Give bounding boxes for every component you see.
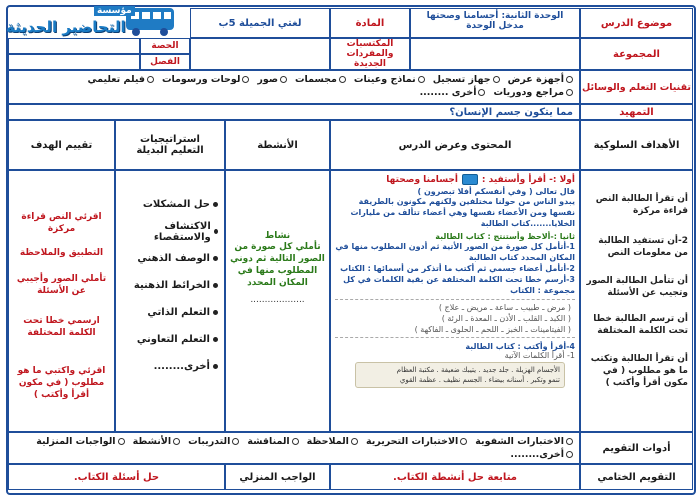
group-value <box>410 38 580 70</box>
topic-value-line1: الوحدة الثانية: أجسامنا وصحتها <box>426 11 564 21</box>
goals-column <box>580 170 693 432</box>
assessment-option-discussion[interactable]: المناقشة <box>247 436 298 447</box>
bullet-icon <box>213 364 218 369</box>
goal-item: أن تقرأ الطالبة وتكتب ما هو مطلوب ( في مكون أقرأ وأكتب ) <box>590 354 688 388</box>
tool-option-solids[interactable]: مجسمات <box>295 74 346 85</box>
quote-line: تنمو وتكبر . أسنانه بيضاء . الجسم نظيف . عظمة القوي <box>399 376 560 384</box>
class-label: الفصل <box>140 54 190 70</box>
assessment-row1 <box>15 436 573 447</box>
final-eval-value: متابعة حل أنشطة الكتاب. <box>330 464 580 490</box>
intro-text: مما يتكون جسم الإنسان؟ <box>8 104 580 120</box>
evaluation-item: ارسمي خطا تحت الكلمة المختلفة <box>23 316 100 338</box>
assessment-option-written[interactable]: الاختبارات التحريرية <box>366 436 467 447</box>
quote-box <box>355 362 565 388</box>
strategy-item: التعلم التعاوني <box>120 326 218 353</box>
topic-value <box>410 8 580 38</box>
strategy-item: أخرى........ <box>120 353 218 380</box>
evaluation-item: تأملي الصور وأجيبي عن الأسئلة <box>16 274 107 296</box>
goal-item: أن ترسم الطالبة خطا تحت الكلمة المختلفة <box>593 314 688 336</box>
part1-title: أولا :- أقرأ وأستفيد : <box>481 174 575 185</box>
goal-item: 2-أن تستفيد الطالبة من معلومات النص <box>598 236 688 258</box>
word-row: ( الفيتامينات ـ الخبز ـ اللحم ـ الحلوى ـ الفاكهة ) <box>414 325 571 334</box>
assessment-option-activities[interactable]: الأنشطة <box>133 436 181 447</box>
col-strategies-header: استراتيجيات التعليم البديلة <box>115 120 225 170</box>
content-column <box>330 170 580 432</box>
bullet-icon <box>213 337 218 342</box>
tool-option-recorder[interactable]: جهاز تسجيل <box>433 74 500 85</box>
activity-title: نشاط <box>264 231 291 241</box>
tools-row1 <box>15 74 573 85</box>
book-icon <box>462 174 478 185</box>
part2-item3: 3-أرسم خطا تحت الكلمة المختلفة عن بقية الكلمات في كل مجموعة : الكتاب <box>343 275 575 295</box>
part1-text: يبدو الناس من حولنا مختلفين ولكنهم مكونون بالطريقة نفسها ومن الأعضاء نفسها وهي أعضاء تتألف من مليارات الخلايا.......كتاب الطالبة <box>350 197 575 228</box>
part4-sub: 1- أقرأ الكلمات الآتية <box>504 351 575 360</box>
class-value <box>8 54 140 70</box>
assessment-option-other[interactable]: أخرى........ <box>510 449 573 460</box>
assessment-option-observation[interactable]: الملاحظة <box>307 436 358 447</box>
concepts-value <box>190 38 330 70</box>
assessment-options <box>8 432 580 464</box>
strategy-item: الاكتشاف والاستقصاء <box>120 218 218 245</box>
word-row: ( الكبد ـ القلب ـ الأذن ـ المعدة ـ الرئة ) <box>441 314 571 323</box>
part2-title: ثانيا :-ألاحظ وأستنتج : كتاب الطالبة <box>435 232 575 241</box>
strategies-column <box>115 170 225 432</box>
tool-option-references[interactable]: مراجع ودوريات <box>493 87 573 98</box>
tools-label: تقنيات التعلم والوسائل <box>580 70 693 104</box>
group-label: المجموعة <box>580 38 693 70</box>
evaluation-item: اقرئي النص قراءة مركزة <box>21 212 102 234</box>
tool-option-models[interactable]: نماذج وعينات <box>354 74 425 85</box>
intro-label: التمهيد <box>580 104 693 120</box>
subject-value: لغتي الجميلة 5ب <box>190 8 330 38</box>
assessment-option-exercises[interactable]: التدريبات <box>188 436 239 447</box>
part1-subtitle: أجسامنا وصحتها <box>386 174 458 185</box>
topic-label: موضوع الدرس <box>580 8 693 38</box>
logo-line1: مؤسسة <box>94 6 135 16</box>
word-row: ( مرض ـ طبيب ـ ساعة ـ مريض ـ علاج ) <box>438 303 571 312</box>
topic-value-line2: مدخل الوحدة <box>466 21 524 31</box>
tools-row2 <box>15 87 573 98</box>
goal-item: أن تتأمل الطالبة الصور وتجيب عن الأسئلة <box>586 276 688 298</box>
activity-dots: ................... <box>250 295 305 305</box>
col-goals-header: الأهداف السلوكية <box>580 120 693 170</box>
part2-item1: 1-أتأمل كل صورة من الصور الأتية ثم أدون المطلوب منها في المكان المحدد كتاب الطالبة <box>335 242 575 262</box>
col-evaluation-header: تقييم الهدف <box>8 120 115 170</box>
bullet-icon <box>213 202 218 207</box>
logo-line2: التحاضير الحديثة <box>6 18 126 36</box>
assessment-label: أدوات التقويم <box>580 432 693 464</box>
activity-text: تأملي كل صورة من الصور التالية ثم دوني المطلوب منها في المكان المحدد <box>230 242 325 288</box>
strategy-item: التعلم الذاتي <box>120 299 218 326</box>
col-content-header: المحتوى وعرض الدرس <box>330 120 580 170</box>
evaluation-column <box>8 170 115 432</box>
tool-option-film[interactable]: فيلم تعليمي <box>88 74 154 85</box>
assessment-row2 <box>15 449 573 460</box>
logo <box>4 2 184 42</box>
bullet-icon <box>213 310 218 315</box>
homework-label: الواجب المنزلي <box>225 464 330 490</box>
tool-option-other[interactable]: أخرى ........ <box>420 87 486 98</box>
strategy-item: الوصف الذهني <box>120 245 218 272</box>
assessment-option-homework[interactable]: الواجبات المنزلية <box>36 436 124 447</box>
final-eval-label: التقويم الختامي <box>580 464 693 490</box>
share-value <box>8 38 140 54</box>
bullet-icon <box>213 256 218 261</box>
concepts-label: المكتسبات والمفردات الجديدة <box>330 38 410 70</box>
part4-title: 4-أقرأ وأكتب : كتاب الطالبة <box>465 342 575 351</box>
col-activities-header: الأنشطة <box>225 120 330 170</box>
bullet-icon <box>214 229 218 234</box>
tool-option-pictures[interactable]: صور <box>257 74 287 85</box>
word-rows <box>335 299 575 338</box>
evaluation-item: التطبيق والملاحظة <box>19 248 104 258</box>
strategy-item: حل المشكلات <box>120 191 218 218</box>
activities-column <box>225 170 330 432</box>
tool-option-boards[interactable]: لوحات ورسومات <box>162 74 249 85</box>
part2-item2: 2-أتأمل أعضاء جسمي ثم أكتب ما أتذكر من أسمائها : الكتاب <box>340 264 575 273</box>
tool-option-projector[interactable]: أجهزة عرض <box>508 74 573 85</box>
evaluation-item: اقرئي واكتبي ما هو مطلوب ( في مكون أقرأ وأكتب ) <box>17 366 106 400</box>
homework-value: حل أسئلة الكتاب. <box>8 464 225 490</box>
bullet-icon <box>213 283 218 288</box>
tools-options <box>8 70 580 104</box>
share-label: الحصة <box>140 38 190 54</box>
part1-heading <box>335 174 575 185</box>
goal-item: أن تقرأ الطالبة النص قراءة مركزة <box>595 194 688 216</box>
quote-line: الأجسام الهزيلة . جلد جديد . يتيبك ضعيفة . مكتبة العظام <box>396 366 560 374</box>
strategy-item: الخرائط الذهنية <box>120 272 218 299</box>
assessment-option-oral[interactable]: الاختبارات الشفوية <box>475 436 573 447</box>
subject-label: المادة <box>330 8 410 38</box>
part1-verse: قال تعالى ( وفي أنفسكم أفلا تبصرون ) <box>417 187 575 196</box>
